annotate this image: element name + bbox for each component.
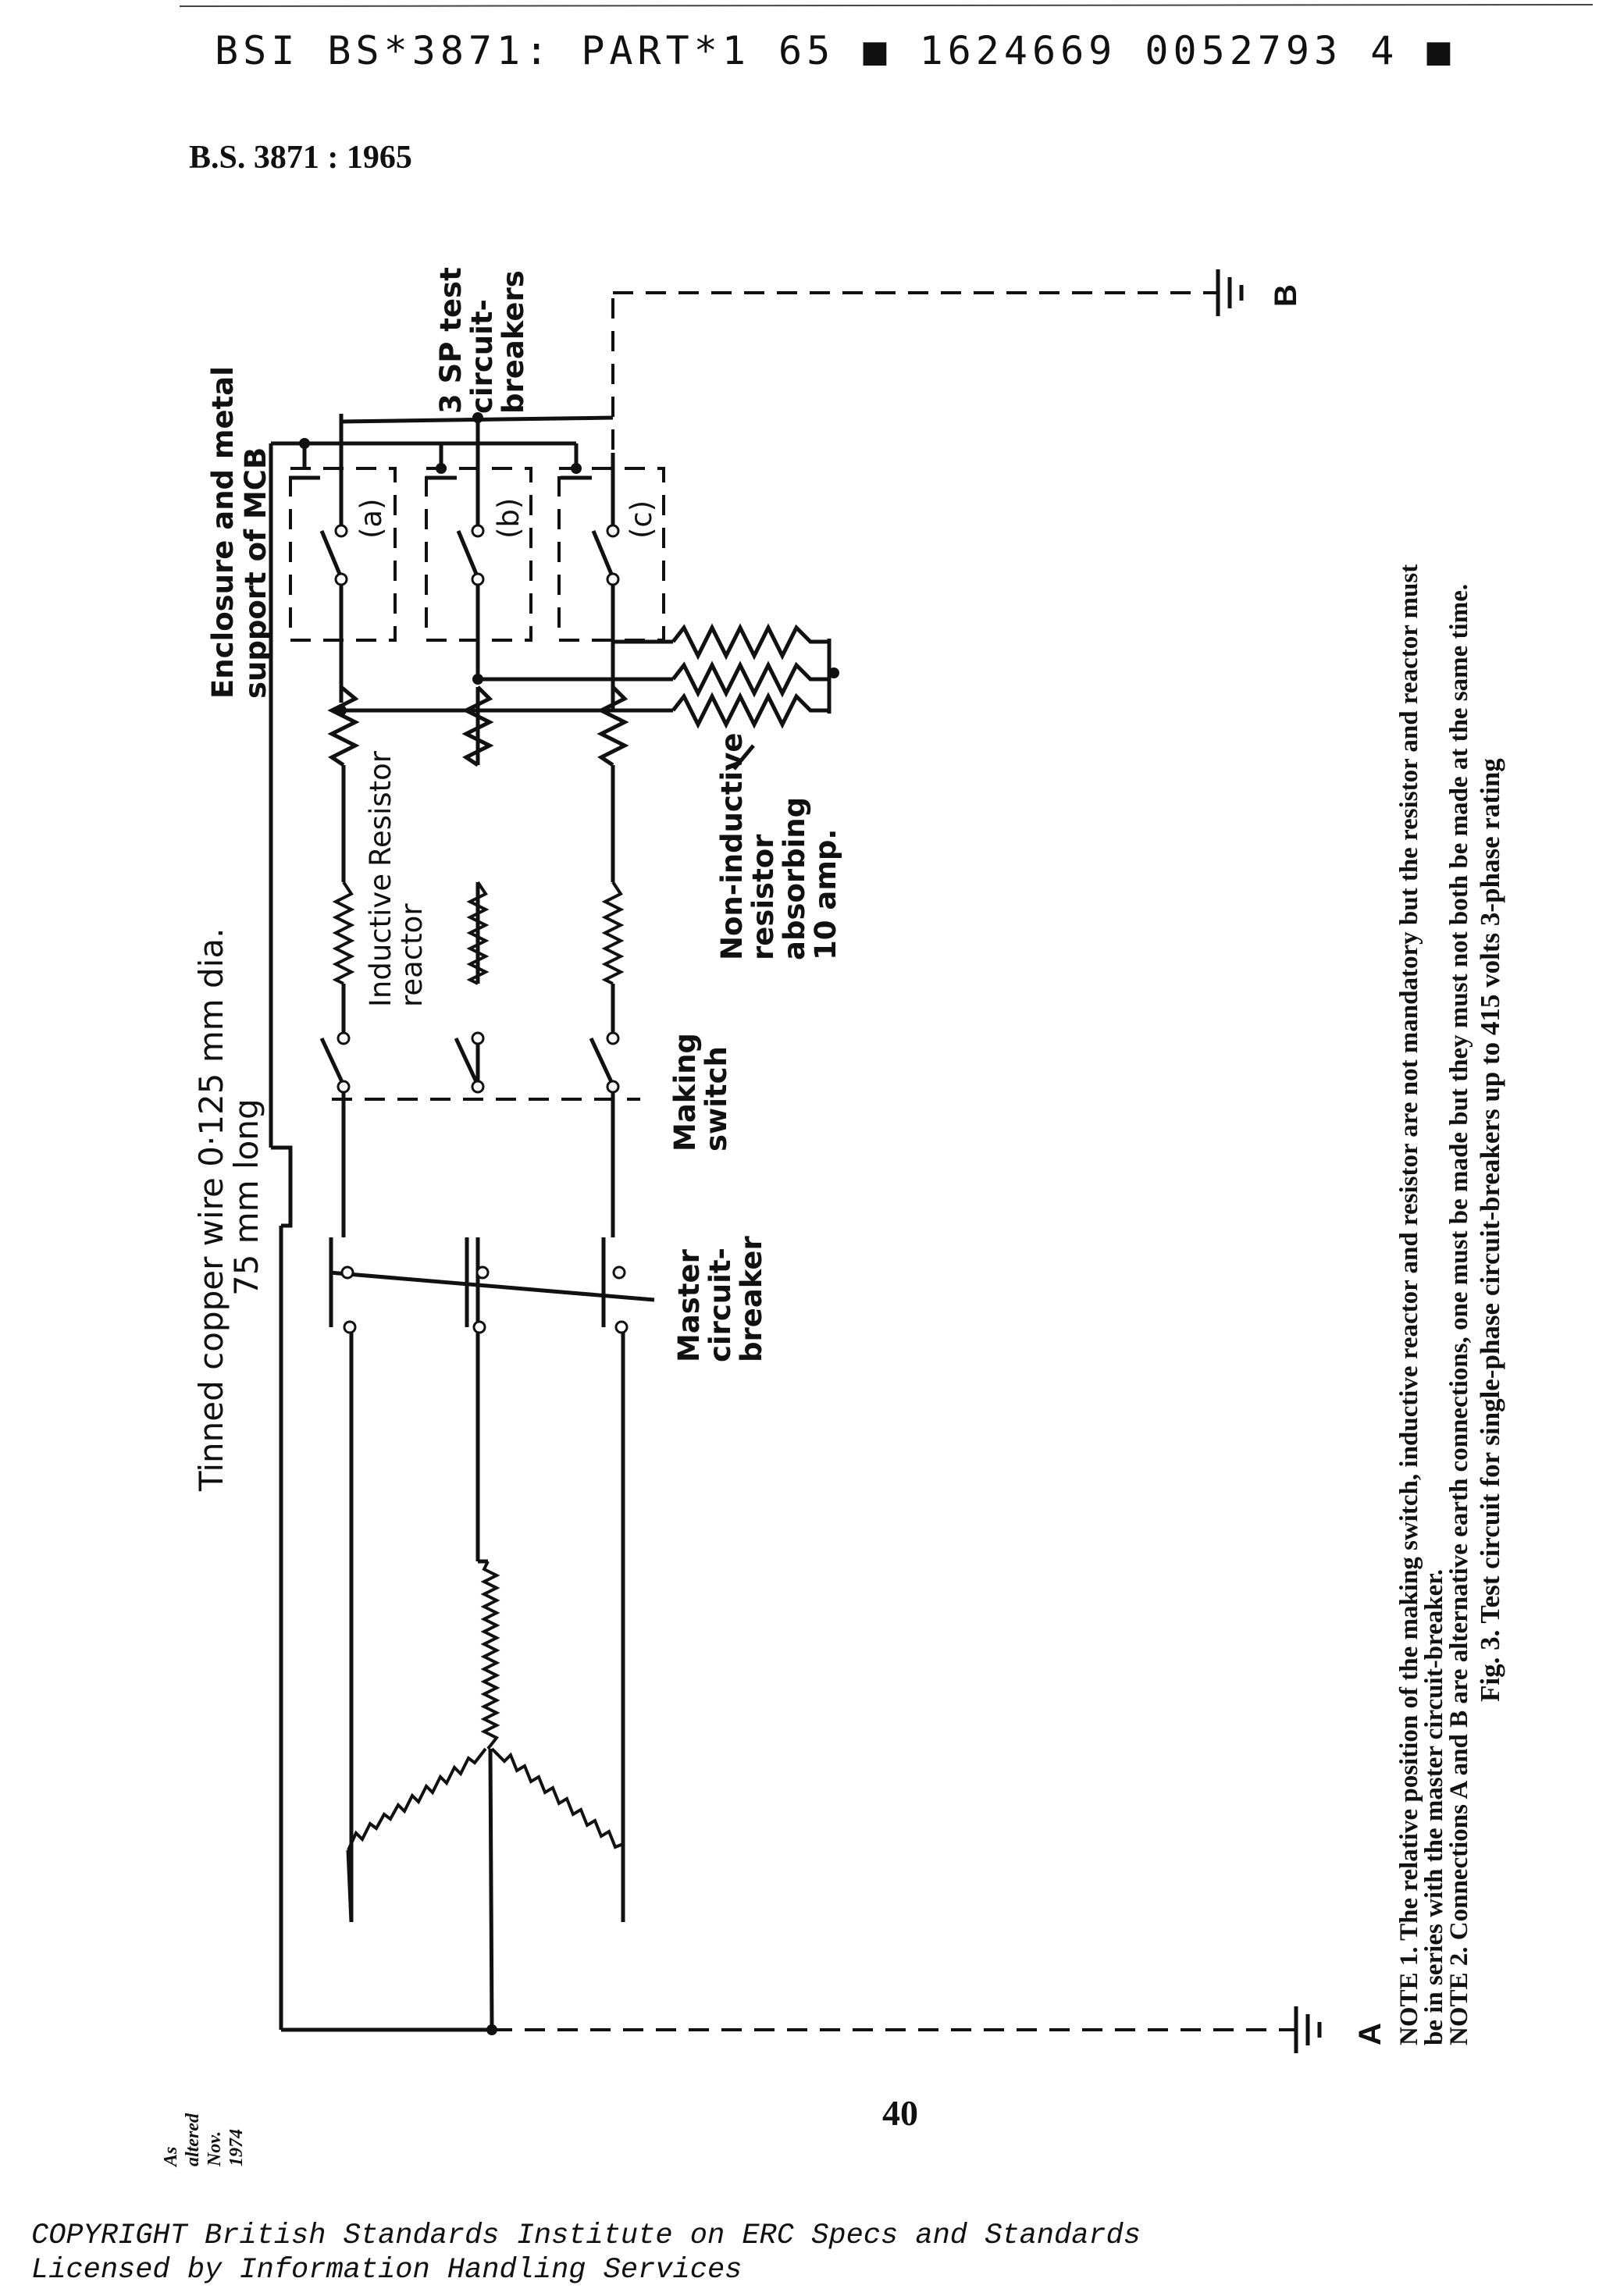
label-master-cb-2: circuit- xyxy=(703,1248,737,1362)
label-test-breakers-2: circuit- xyxy=(465,299,499,414)
supply-transformer xyxy=(348,1561,623,2030)
label-inductive-2: reactor xyxy=(395,903,429,1007)
earth-connection-b xyxy=(613,269,1241,515)
label-earth-a: A xyxy=(1353,2023,1387,2045)
label-breaker-b: (b) xyxy=(492,497,525,539)
label-breaker-c: (c) xyxy=(625,500,658,539)
label-non-inductive-4: 10 amp. xyxy=(809,828,842,960)
note-1-line2: be in series with the master circuit-breaker. xyxy=(1420,1568,1448,2045)
document-header-code: BSI BS*3871: PART*1 65 ■ 1624669 0052793 4 ■ xyxy=(215,28,1455,73)
figure-caption: Fig. 3. Test circuit for single-phase circuit-breakers up to 415 volts 3-phase rating xyxy=(1475,758,1505,1702)
alteration-note-line: altered xyxy=(183,2113,203,2166)
copyright-line1: COPYRIGHT British Standards Institute on ERC Specs and Standards xyxy=(31,2219,1141,2252)
alteration-note-line: 1974 xyxy=(226,2129,247,2166)
label-test-breakers-3: breakers xyxy=(497,270,530,414)
test-circuit-breakers xyxy=(271,412,664,640)
label-making-switch-2: switch xyxy=(700,1046,733,1152)
earth-connection-a xyxy=(492,2006,1319,2053)
note-1-line1: NOTE 1. The relative position of the making switch, inductive reactor and resistor are not mandatory but the resistor and reactor must xyxy=(1395,564,1423,2045)
label-earth-b: B xyxy=(1269,284,1303,307)
label-breaker-a: (a) xyxy=(354,498,388,539)
transformer-coil-b xyxy=(484,1561,497,1749)
label-enclosure-line2: support of MCB xyxy=(239,447,272,699)
note-2: NOTE 2. Connections A and B are alternative earth connections, one must be made but they must not both be made at the same time. xyxy=(1445,583,1473,2045)
alteration-note-line: As xyxy=(161,2146,181,2166)
phase-wire-c xyxy=(613,578,623,1922)
transformer-coil-a xyxy=(348,1749,486,1850)
copyright-notice xyxy=(31,2219,1141,2287)
enclosure-wire xyxy=(271,443,497,2035)
label-making-switch-1: Making xyxy=(668,1033,702,1152)
label-master-cb-3: breaker xyxy=(735,1236,768,1362)
making-switch xyxy=(322,1033,640,1099)
label-inductive-1: Inductive xyxy=(364,873,397,1007)
non-inductive-resistors xyxy=(336,628,839,724)
page-number: 40 xyxy=(882,2093,918,2133)
copyright-line2: Licensed by Information Handling Services xyxy=(31,2254,743,2287)
label-tinned-wire-2: 75 mm long xyxy=(227,1098,265,1296)
label-non-inductive-3: absorbing xyxy=(778,796,811,960)
master-circuit-breaker xyxy=(329,1237,654,1333)
standard-reference: B.S. 3871 : 1965 xyxy=(189,140,412,176)
label-tinned-wire-1: Tinned copper wire 0·125 mm dia. xyxy=(192,927,230,1491)
transformer-coil-c xyxy=(492,1749,623,1847)
label-master-cb-1: Master xyxy=(672,1249,706,1362)
label-enclosure-line1: Enclosure and metal xyxy=(206,366,240,699)
label-resistor: Resistor xyxy=(364,751,397,867)
alteration-note-line: Nov. xyxy=(205,2130,225,2166)
label-test-breakers-1: 3 SP test xyxy=(434,267,468,414)
alteration-note xyxy=(160,2057,248,2166)
label-non-inductive-2: resistor xyxy=(746,834,780,960)
label-non-inductive-1: Non-inductive xyxy=(715,732,749,960)
